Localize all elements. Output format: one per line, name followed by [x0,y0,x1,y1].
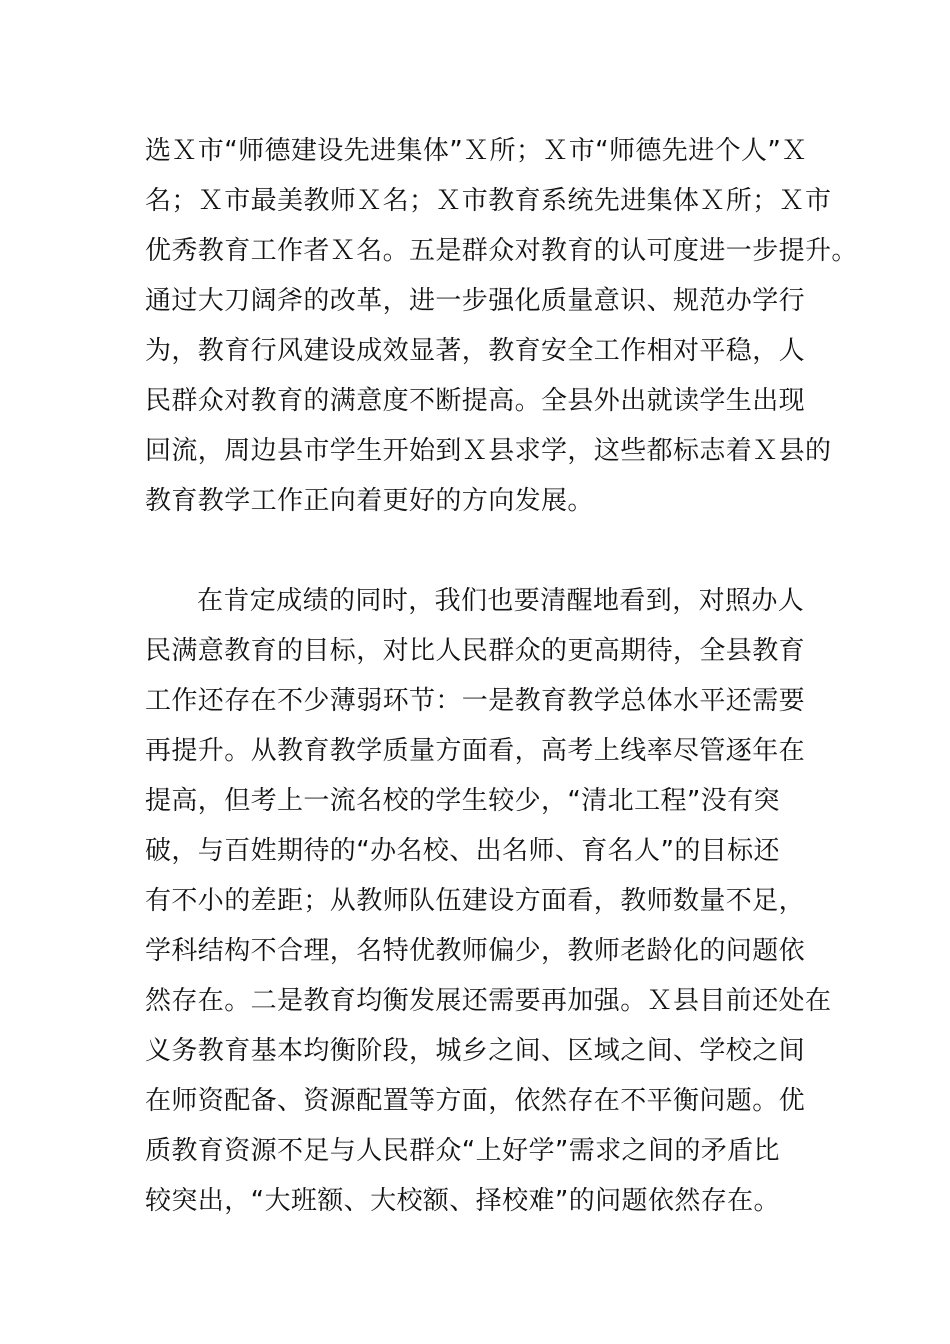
text-line: 学科结构不合理，名特优教师偏少，教师老龄化的问题依 [145,936,806,966]
text-line: 较突出，“大班额、大校额、择校难”的问题依然存在。 [145,1186,780,1216]
text-line: 名；Ｘ市最美教师Ｘ名；Ｘ市教育系统先进集体Ｘ所；Ｘ市 [145,186,832,216]
text-line: 提高，但考上一流名校的学生较少，“清北工程”没有突 [145,786,780,816]
text-line: 工作还存在不少薄弱环节：一是教育教学总体水平还需要 [145,686,806,716]
text-line: 选Ｘ市“师德建设先进集体”Ｘ所；Ｘ市“师德先进个人”Ｘ [145,136,808,166]
text-line: 质教育资源不足与人民群众“上好学”需求之间的矛盾比 [145,1136,780,1166]
text-line: 回流，周边县市学生开始到Ｘ县求学，这些都标志着Ｘ县的 [145,436,832,466]
text-line: 民满意教育的目标，对比人民群众的更高期待，全县教育 [145,636,806,666]
text-line: 在肯定成绩的同时，我们也要清醒地看到，对照办人 [197,586,805,616]
text-line: 义务教育基本均衡阶段，城乡之间、区域之间、学校之间 [145,1036,806,1066]
text-line: 为，教育行风建设成效显著，教育安全工作相对平稳，人 [145,336,806,366]
text-line: 在师资配备、资源配置等方面，依然存在不平衡问题。优 [145,1086,806,1116]
text-line: 教育教学工作正向着更好的方向发展。 [145,486,594,516]
text-line: 优秀教育工作者Ｘ名。五是群众对教育的认可度进一步提升。 [145,236,858,266]
text-line: 破，与百姓期待的“办名校、出名师、育名人”的目标还 [145,836,780,866]
text-line: 再提升。从教育教学质量方面看，高考上线率尽管逐年在 [145,736,806,766]
text-line: 有不小的差距；从教师队伍建设方面看，教师数量不足， [145,886,806,916]
text-line: 通过大刀阔斧的改革，进一步强化质量意识、规范办学行 [145,286,806,316]
text-line: 然存在。二是教育均衡发展还需要再加强。Ｘ县目前还处在 [145,986,832,1016]
text-line: 民群众对教育的满意度不断提高。全县外出就读学生出现 [145,386,806,416]
